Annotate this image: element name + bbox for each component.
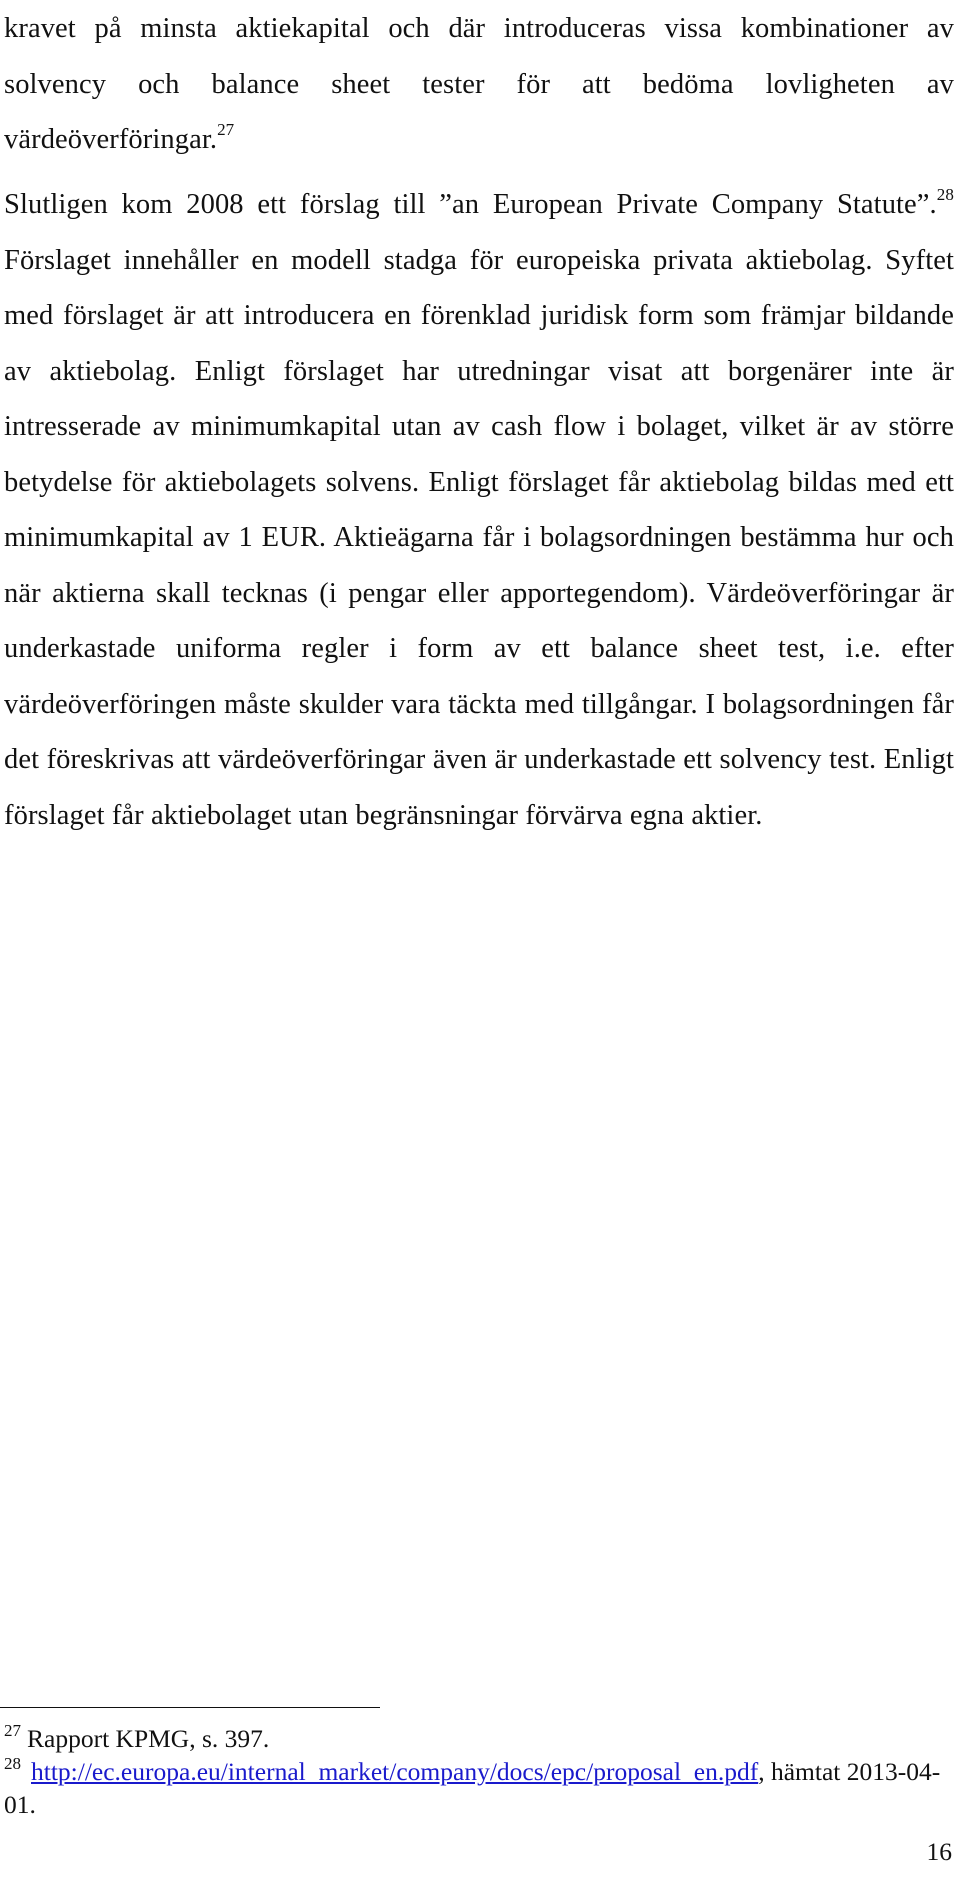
footnote-27: [4, 1721, 956, 1757]
page-number: 16: [926, 1837, 952, 1866]
footnote-separator-line: [0, 1707, 380, 1708]
footnote-reference-27[interactable]: 27: [217, 120, 235, 139]
footnote-28: [4, 1754, 956, 1820]
footnote-reference-28[interactable]: 28: [936, 185, 954, 204]
body-paragraph-1: [4, 1, 954, 168]
paragraph-2-text-start: Slutligen kom 2008 ett förslag till ”an European Private Company Statute”.: [4, 189, 937, 220]
footnote-number: 28: [4, 1754, 21, 1773]
footnote-number: 27: [4, 1721, 21, 1740]
paragraph-2-text-rest: Förslaget innehåller en modell stadga för europeiska privata aktiebolag. Syftet med förslaget är att introducera en förenklad juridisk form som främjar bildande av aktiebolag. Enligt förslaget har utredningar visat att borgenärer inte är intresserade av minimumkapital utan av cash flow i bolaget, vilket är av större betydelse för aktiebolagets solvens. Enligt förslaget får aktiebolag bildas med ett minimumkapital av 1 EUR. Aktieägarna får i bolagsordningen bestämma hur och när aktierna skall tecknas (i pengar eller apportegendom). Värdeöverföringar är underkastade uniforma regler i form av ett balance sheet test, i.e. efter värdeöverföringen måste skulder vara täckta med tillgångar. I bolagsordningen får det föreskrivas att värdeöverföringar även är underkastade ett solvency test. Enligt förslaget får aktiebolaget utan begränsningar förvärva egna aktier.: [4, 244, 954, 831]
footnote-link[interactable]: http://ec.europa.eu/internal_market/company/docs/epc/proposal_en.pdf: [31, 1757, 759, 1786]
footnote-text: , hämtat 2013-04-01.: [4, 1757, 941, 1819]
footnote-text: Rapport KPMG, s. 397.: [27, 1724, 270, 1753]
body-paragraph-2: [4, 177, 954, 843]
paragraph-1-text: kravet på minsta aktiekapital och där introduceras vissa kombinationer av solvency och balance sheet tester för att bedöma lovligheten av värdeöverföringar.: [4, 13, 954, 155]
